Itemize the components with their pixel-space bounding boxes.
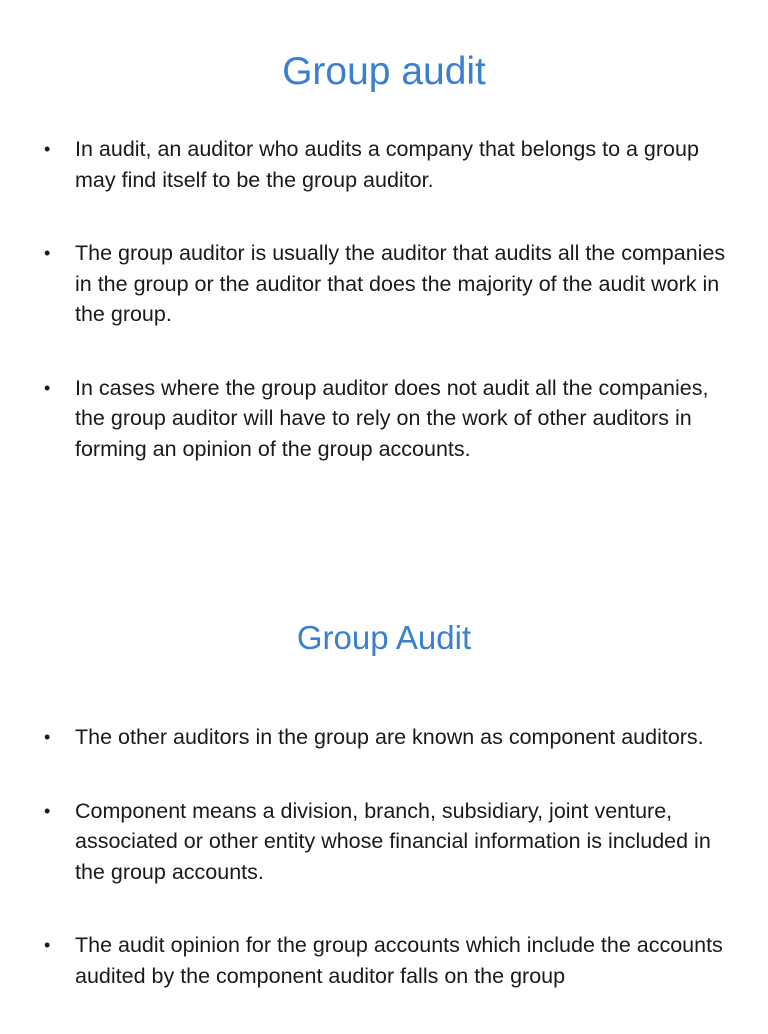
bullet-text: In cases where the group auditor does not audit all the companies, the group auditor will have to rely on the work of other auditors in forming an opinion of the group accounts.: [75, 375, 709, 461]
bullet-item: [0, 796, 768, 888]
slide-2-bullet-list: [0, 722, 768, 1034]
bullet-dot: •: [44, 243, 51, 263]
bullet-text: The other auditors in the group are known as component auditors.: [75, 725, 704, 749]
bullet-text: The group auditor is usually the auditor that audits all the companies in the group or the auditor that does the majority of the audit work in the group.: [75, 241, 726, 326]
bullet-item: [0, 722, 768, 753]
bullet-dot: •: [44, 935, 51, 955]
bullet-item: [0, 238, 768, 330]
bullet-dot: •: [44, 139, 51, 159]
bullet-item: [0, 930, 768, 991]
bullet-text: In audit, an auditor who audits a company that belongs to a group may find itself to be the group auditor.: [75, 137, 699, 192]
bullet-dot: •: [44, 377, 51, 398]
bullet-dot: •: [44, 727, 51, 747]
bullet-item: [0, 373, 768, 465]
slide-1: [0, 0, 768, 500]
slide-1-bullet-list: [0, 134, 768, 507]
slide-1-title: Group audit: [282, 50, 486, 93]
bullet-item: [0, 134, 768, 195]
slide-2-title: Group Audit: [296, 619, 472, 656]
bullet-text: Component means a division, branch, subsidiary, joint venture, associated or other entity whose financial information is included in the group accounts.: [75, 798, 711, 884]
bullet-text: The audit opinion for the group accounts which include the accounts audited by the component auditor falls on the group: [75, 933, 723, 988]
bullet-dot: •: [44, 800, 51, 821]
slide-2: [0, 576, 768, 1024]
